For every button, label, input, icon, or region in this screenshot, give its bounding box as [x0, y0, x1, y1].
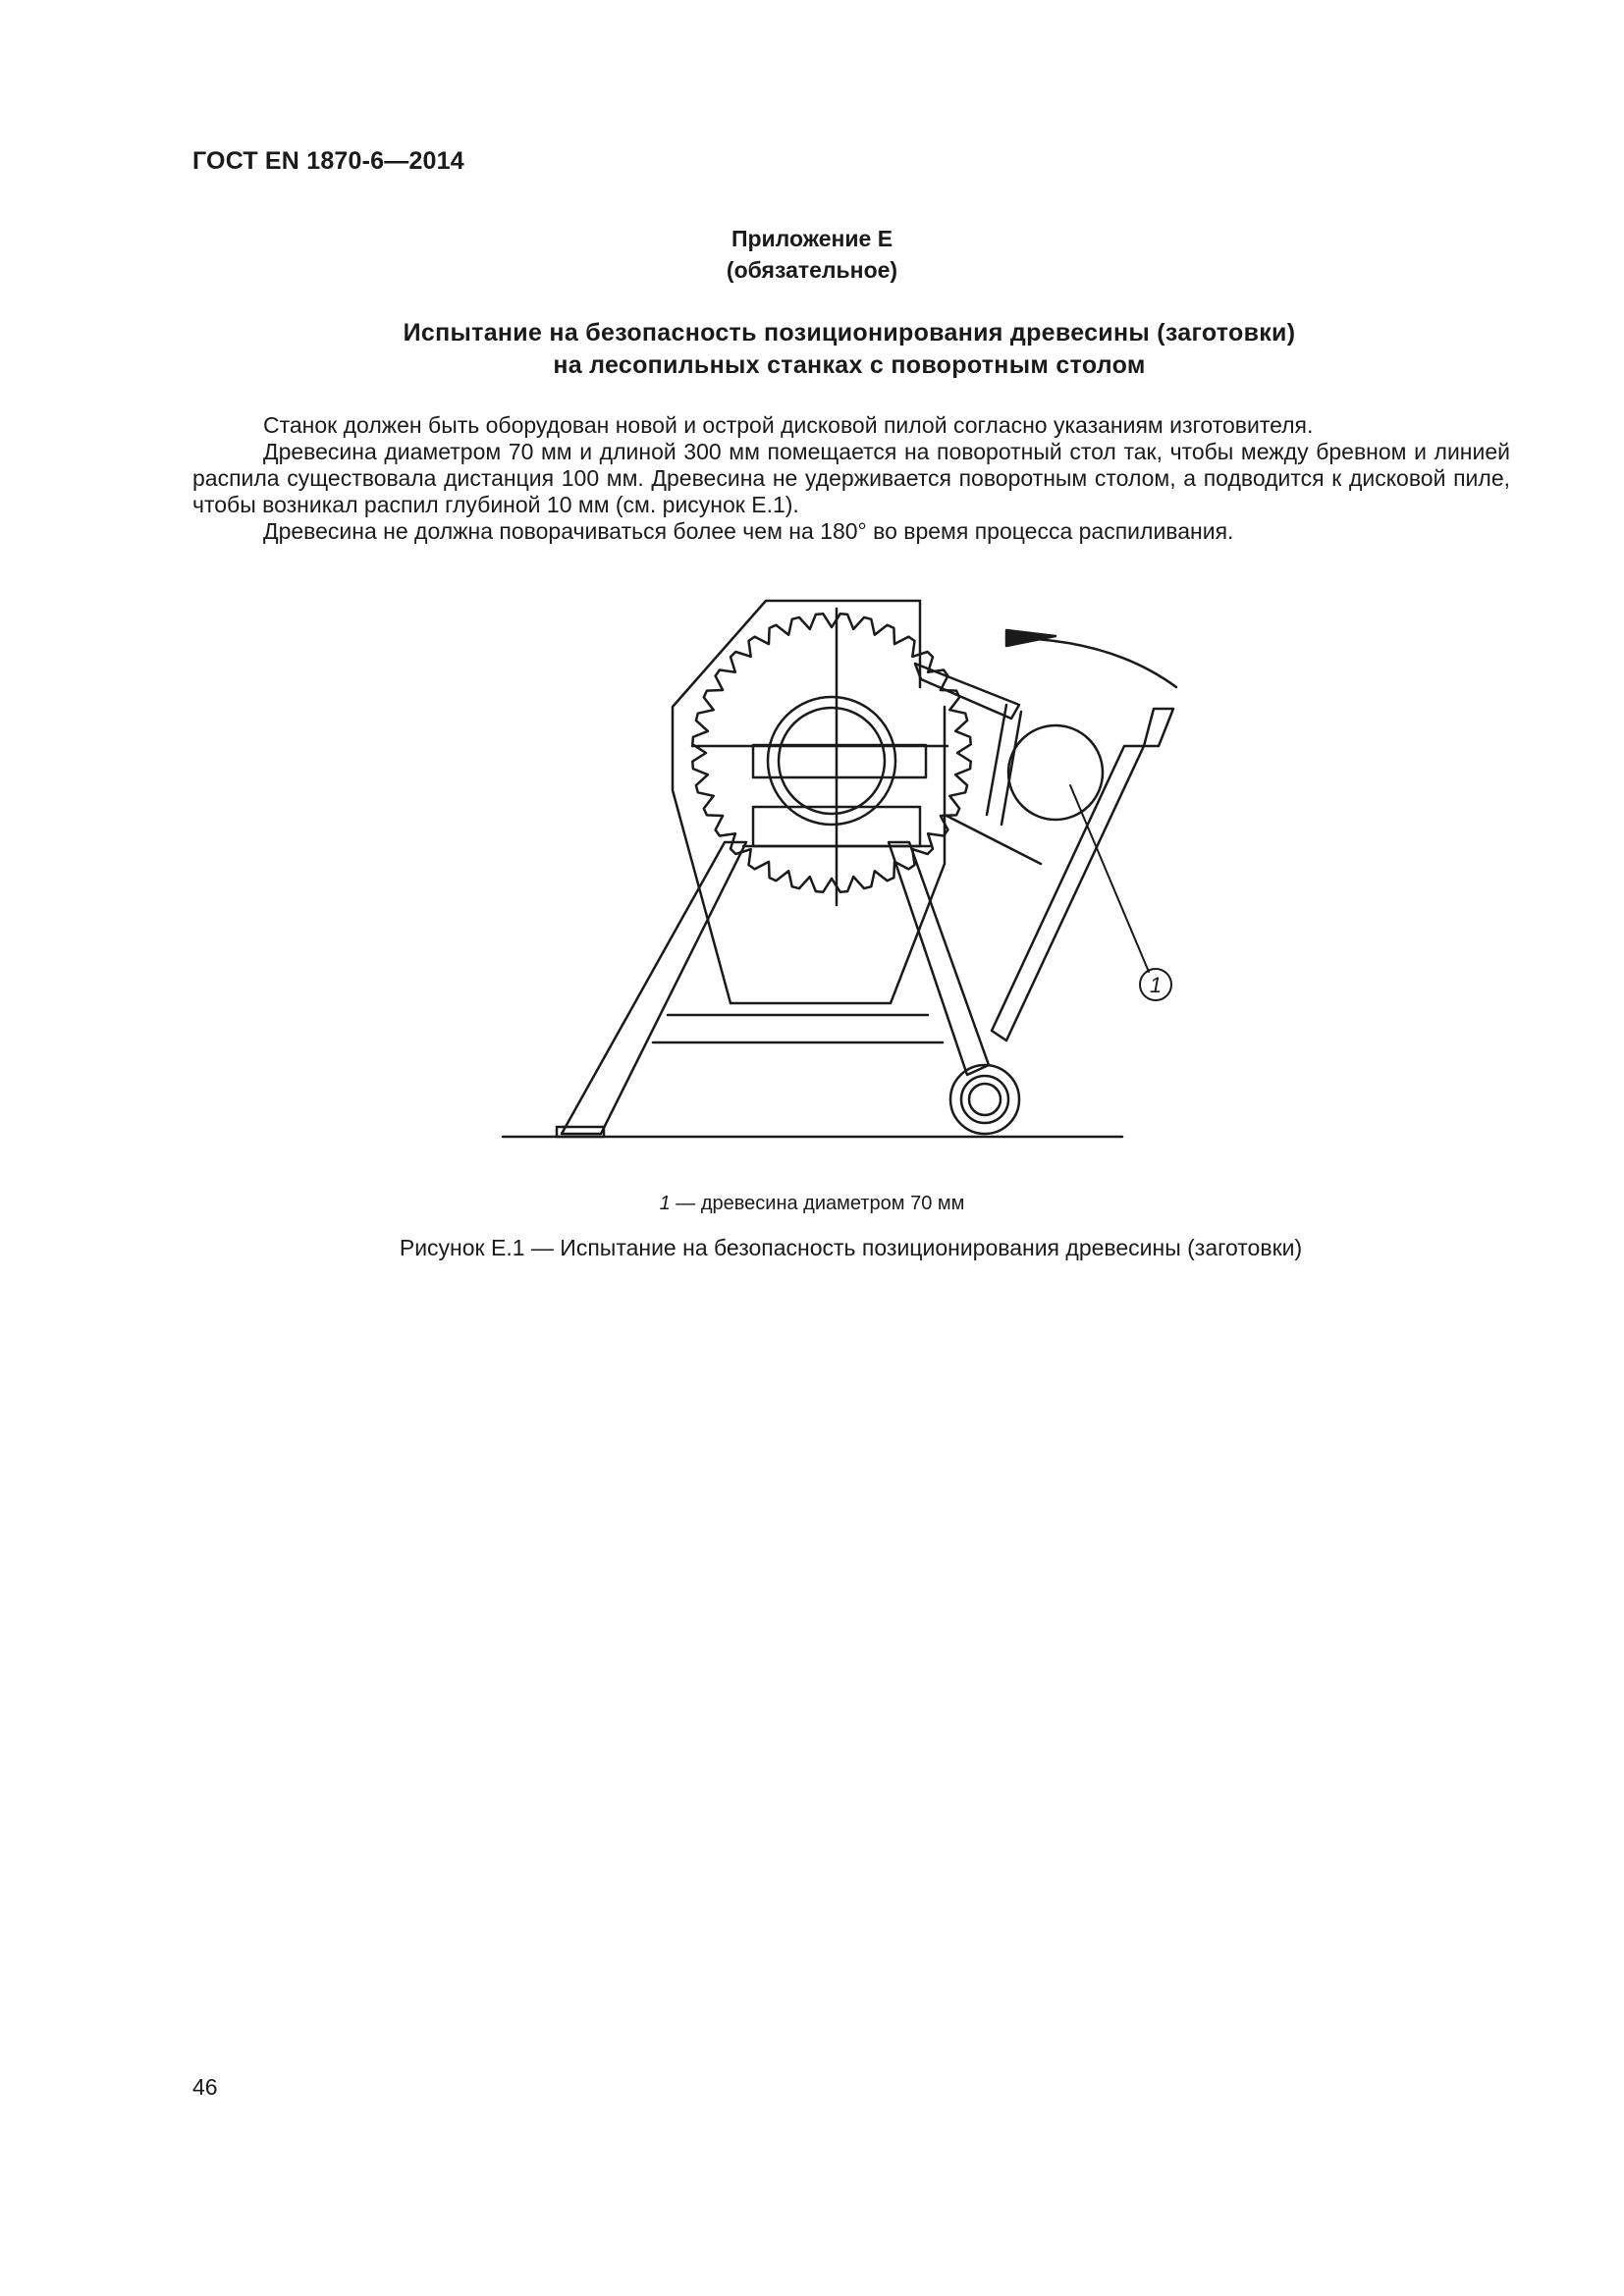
- document-header: ГОСТ EN 1870-6—2014: [192, 147, 464, 175]
- saw-machine-figure: [491, 589, 1198, 1148]
- annex-title: Приложение Е: [731, 226, 893, 251]
- section-title-line2: на лесопильных станках с поворотным столом: [553, 351, 1146, 379]
- saw-blade-teeth: [692, 614, 970, 891]
- log-holder-brace: [945, 815, 1041, 864]
- paragraph-1: Станок должен быть оборудован новой и острой дисковой пилой согласно указаниям изготовителя.: [263, 412, 1314, 438]
- log-holder-tip: [1144, 709, 1173, 746]
- figure-caption: Рисунок Е.1 — Испытание на безопасность позиционирования древесины (заготовки): [399, 1235, 1303, 1260]
- table-arm-1: [987, 705, 1006, 815]
- saw-hub-inner: [779, 708, 885, 814]
- paragraph-2: Древесина диаметром 70 мм и длиной 300 мм помещается на поворотный стол так, чтобы между бревном и линией распила существовала дистанция 100 мм. Древесина не удерживается поворотным столом, а подводится к дисковой пиле, чтобы возникал распил глубиной 10 мм (см. рисунок Е.1).: [192, 439, 1510, 517]
- body-text: [192, 412, 1510, 545]
- figure-legend: [0, 1193, 1624, 1215]
- log-holder-frame: [992, 746, 1144, 1041]
- workpiece-log: [1008, 725, 1103, 820]
- annex-status: (обязательное): [726, 257, 898, 283]
- saw-hub-outer: [768, 697, 895, 825]
- rotation-arrow-head: [1006, 630, 1056, 646]
- left-leg: [562, 842, 746, 1134]
- saw-blade: [692, 614, 970, 891]
- table-arm-2: [1001, 712, 1021, 825]
- paragraph-3: Древесина не должна поворачиваться более чем на 180° во время процесса распиливания.: [263, 518, 1234, 544]
- wheel-inner: [969, 1084, 1001, 1115]
- legend-text: — древесина диаметром 70 мм: [670, 1193, 965, 1214]
- saw-housing: [673, 601, 945, 1003]
- callout-label: 1: [1149, 973, 1163, 997]
- rotation-arrow-arc: [1006, 638, 1176, 687]
- legend-number: 1: [659, 1193, 671, 1214]
- page-number: 46: [192, 2074, 218, 2100]
- section-title-line1: Испытание на безопасность позиционирования древесины (заготовки): [403, 319, 1296, 347]
